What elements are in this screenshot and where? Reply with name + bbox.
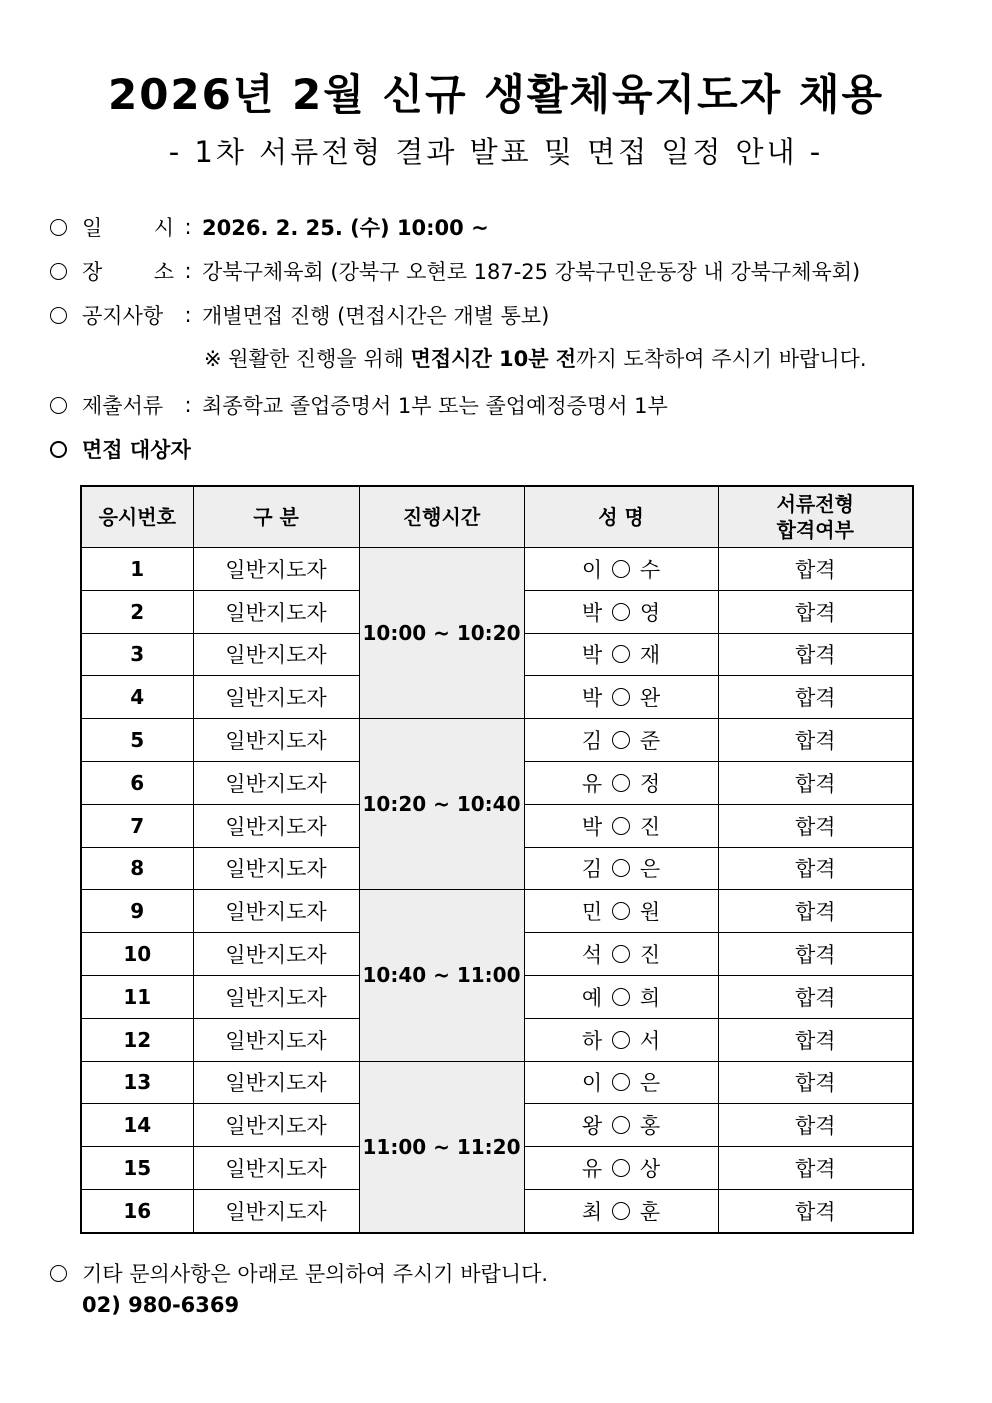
applicant-number: 1 [81, 548, 193, 591]
name-last: 완 [639, 686, 661, 711]
result-cell: 합격 [718, 890, 913, 933]
section-heading [50, 434, 191, 464]
time-slot: 10:20 ~ 10:40 [359, 719, 524, 890]
name-first: 이 [581, 1071, 603, 1096]
circle-bullet-icon [50, 219, 67, 236]
name-first: 박 [581, 814, 603, 839]
table-row [81, 1061, 913, 1104]
name-cell [524, 1189, 718, 1232]
info-value: 최종학교 졸업증명서 1부 또는 졸업예정증명서 1부 [202, 394, 668, 418]
result-cell: 합격 [718, 1061, 913, 1104]
masked-circle-icon [612, 688, 630, 706]
result-cell: 합격 [718, 975, 913, 1018]
circle-bullet-icon [50, 307, 67, 324]
applicant-number: 3 [81, 633, 193, 676]
name-first: 유 [581, 1157, 603, 1182]
name-cell [524, 633, 718, 676]
name-first: 하 [581, 1028, 603, 1053]
info-label: 제출서류 [82, 394, 164, 418]
applicant-number: 8 [81, 847, 193, 890]
category-cell: 일반지도자 [193, 761, 359, 804]
name-cell [524, 676, 718, 719]
header-category: 구 분 [193, 486, 359, 548]
result-cell: 합격 [718, 933, 913, 976]
applicant-number: 16 [81, 1189, 193, 1232]
masked-circle-icon [612, 731, 630, 749]
applicant-number: 12 [81, 1018, 193, 1061]
masked-circle-icon [612, 774, 630, 792]
interview-table [80, 485, 914, 1234]
name-first: 민 [581, 900, 603, 925]
name-last: 훈 [639, 1199, 661, 1224]
category-cell: 일반지도자 [193, 1061, 359, 1104]
category-cell: 일반지도자 [193, 1018, 359, 1061]
info-value: 강북구체육회 (강북구 오현로 187-25 강북구민운동장 내 강북구체육회) [202, 260, 861, 284]
category-cell: 일반지도자 [193, 890, 359, 933]
result-cell: 합격 [718, 633, 913, 676]
name-first: 박 [581, 686, 603, 711]
name-cell [524, 1104, 718, 1147]
applicant-number: 15 [81, 1147, 193, 1190]
category-cell: 일반지도자 [193, 847, 359, 890]
category-cell: 일반지도자 [193, 676, 359, 719]
header-number: 응시번호 [81, 486, 193, 548]
masked-circle-icon [612, 1073, 630, 1091]
masked-circle-icon [612, 1159, 630, 1177]
result-cell: 합격 [718, 676, 913, 719]
name-last: 영 [639, 600, 661, 625]
name-cell [524, 975, 718, 1018]
phone-number: 02) 980-6369 [82, 1293, 240, 1317]
page-title: 2026년 2월 신규 생활체육지도자 채용 [107, 70, 885, 119]
name-last: 정 [639, 771, 661, 796]
result-cell: 합격 [718, 719, 913, 762]
applicant-number: 10 [81, 933, 193, 976]
name-first: 유 [581, 771, 603, 796]
notice-note [204, 343, 867, 373]
info-label: 공지사항 [82, 304, 164, 328]
name-first: 석 [581, 943, 603, 968]
masked-circle-icon [612, 988, 630, 1006]
colon: : [184, 393, 192, 417]
page-subtitle: - 1차 서류전형 결과 발표 및 면접 일정 안내 - [168, 135, 824, 169]
name-last: 원 [639, 900, 661, 925]
name-cell [524, 1147, 718, 1190]
applicant-number: 7 [81, 804, 193, 847]
time-slot: 11:00 ~ 11:20 [359, 1061, 524, 1233]
category-cell: 일반지도자 [193, 1104, 359, 1147]
applicant-number: 5 [81, 719, 193, 762]
name-cell [524, 890, 718, 933]
category-cell: 일반지도자 [193, 975, 359, 1018]
section-title: 면접 대상자 [82, 438, 191, 462]
name-cell [524, 1061, 718, 1104]
masked-circle-icon [612, 1031, 630, 1049]
applicant-number: 14 [81, 1104, 193, 1147]
name-last: 수 [639, 557, 661, 582]
note-suffix: 까지 도착하여 주시기 바랍니다. [576, 347, 867, 371]
colon: : [184, 259, 192, 283]
info-place [50, 256, 860, 286]
note-prefix: ※ 원활한 진행을 위해 [204, 347, 411, 371]
name-first: 박 [581, 600, 603, 625]
result-cell: 합격 [718, 804, 913, 847]
applicant-number: 6 [81, 761, 193, 804]
masked-circle-icon [612, 645, 630, 663]
masked-circle-icon [612, 603, 630, 621]
footer-inquiry [50, 1258, 548, 1288]
category-cell: 일반지도자 [193, 719, 359, 762]
name-cell [524, 933, 718, 976]
result-cell: 합격 [718, 1147, 913, 1190]
masked-circle-icon [612, 859, 630, 877]
result-cell: 합격 [718, 1018, 913, 1061]
name-last: 홍 [639, 1114, 661, 1139]
name-first: 김 [581, 857, 603, 882]
masked-circle-icon [612, 902, 630, 920]
circle-bullet-icon [50, 441, 67, 458]
name-last: 은 [639, 857, 661, 882]
name-first: 왕 [581, 1114, 603, 1139]
info-notice [50, 300, 549, 330]
name-last: 서 [639, 1028, 661, 1053]
colon: : [184, 215, 192, 239]
name-cell [524, 804, 718, 847]
result-cell: 합격 [718, 548, 913, 591]
table-row [81, 548, 913, 591]
name-last: 준 [639, 729, 661, 754]
name-last: 진 [639, 814, 661, 839]
circle-bullet-icon [50, 263, 67, 280]
result-cell: 합격 [718, 1189, 913, 1232]
name-last: 진 [639, 943, 661, 968]
name-first: 이 [581, 557, 603, 582]
circle-bullet-icon [50, 397, 67, 414]
masked-circle-icon [612, 1202, 630, 1220]
name-last: 상 [639, 1157, 661, 1182]
result-cell: 합격 [718, 1104, 913, 1147]
masked-circle-icon [612, 1116, 630, 1134]
category-cell: 일반지도자 [193, 1147, 359, 1190]
name-last: 은 [639, 1071, 661, 1096]
header-name: 성 명 [524, 486, 718, 548]
time-slot: 10:00 ~ 10:20 [359, 548, 524, 719]
name-cell [524, 719, 718, 762]
header-time: 진행시간 [359, 486, 524, 548]
name-cell [524, 761, 718, 804]
table-row [81, 890, 913, 933]
header-result [718, 486, 913, 548]
note-emphasis: 면접시간 10분 전 [410, 347, 577, 371]
header-result-line2: 합격여부 [776, 518, 854, 542]
info-documents [50, 390, 668, 420]
category-cell: 일반지도자 [193, 933, 359, 976]
result-cell: 합격 [718, 761, 913, 804]
table-row [81, 719, 913, 762]
applicant-number: 9 [81, 890, 193, 933]
result-cell: 합격 [718, 847, 913, 890]
masked-circle-icon [612, 945, 630, 963]
name-first: 박 [581, 643, 603, 668]
colon: : [184, 303, 192, 327]
info-value: 2026. 2. 25. (수) 10:00 ~ [202, 216, 489, 240]
applicant-number: 11 [81, 975, 193, 1018]
circle-bullet-icon [50, 1265, 67, 1282]
applicant-number: 2 [81, 590, 193, 633]
applicant-number: 4 [81, 676, 193, 719]
header-result-line1: 서류전형 [776, 492, 854, 516]
masked-circle-icon [612, 817, 630, 835]
name-first: 예 [581, 985, 603, 1010]
category-cell: 일반지도자 [193, 804, 359, 847]
table-header-row [81, 486, 913, 548]
category-cell: 일반지도자 [193, 633, 359, 676]
name-first: 최 [581, 1199, 603, 1224]
info-datetime [50, 212, 489, 242]
inquiry-text: 기타 문의사항은 아래로 문의하여 주시기 바랍니다. [82, 1262, 549, 1286]
name-cell [524, 847, 718, 890]
category-cell: 일반지도자 [193, 1189, 359, 1232]
applicant-number: 13 [81, 1061, 193, 1104]
masked-circle-icon [612, 560, 630, 578]
name-cell [524, 1018, 718, 1061]
category-cell: 일반지도자 [193, 548, 359, 591]
info-value: 개별면접 진행 (면접시간은 개별 통보) [202, 304, 550, 328]
result-cell: 합격 [718, 590, 913, 633]
name-cell [524, 548, 718, 591]
name-cell [524, 590, 718, 633]
name-last: 재 [639, 643, 661, 668]
name-first: 김 [581, 729, 603, 754]
time-slot: 10:40 ~ 11:00 [359, 890, 524, 1061]
info-label: 장 소 [82, 260, 174, 284]
category-cell: 일반지도자 [193, 590, 359, 633]
name-last: 희 [639, 985, 661, 1010]
info-label: 일 시 [82, 216, 174, 240]
